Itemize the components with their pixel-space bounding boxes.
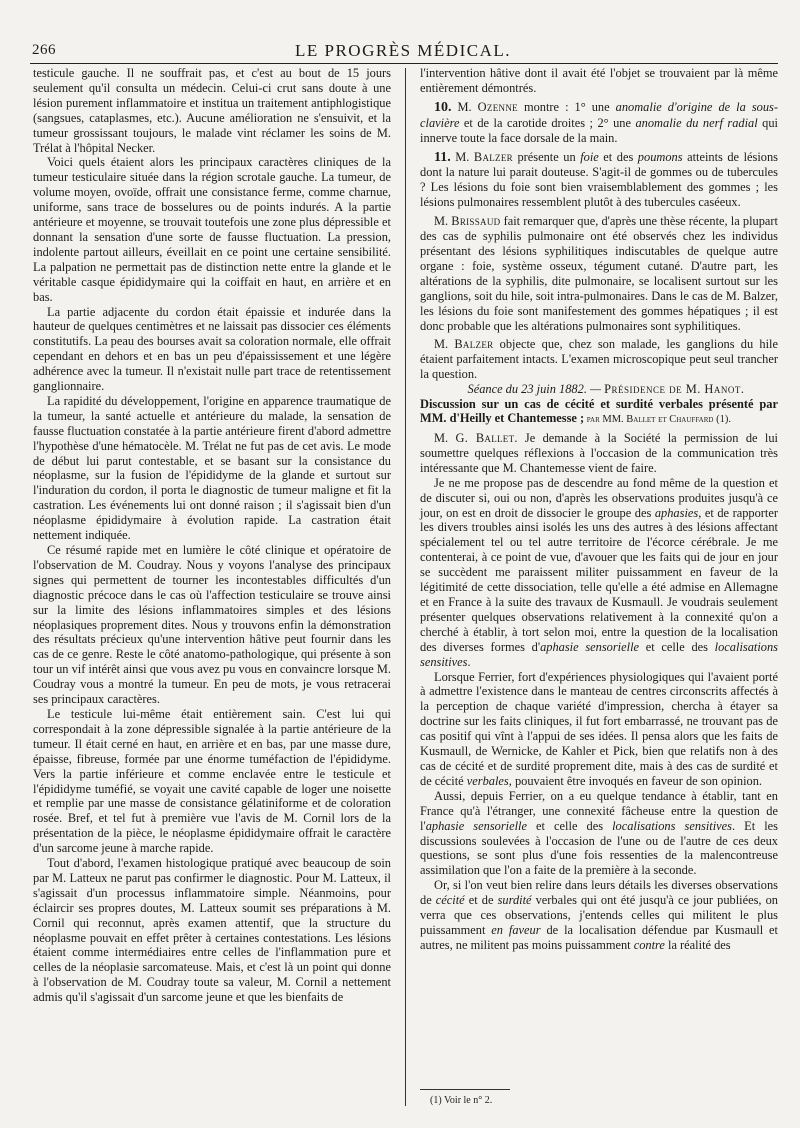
paragraph: Aussi, depuis Ferrier, on a eu quelque tendance à établir, tant en France qu'à l'étranger, une connexité fâcheuse entre la question de l'aphasie sensorielle et celle des localisations sensitives. Et les discussions soulevées à l'occasion de l'une ou de l'autre de ces deux questions, se sont plus d'une fois ressenties de la malencontreuse assimilation que l'on a faite de la première à la seconde. (420, 788, 778, 878)
item-number: 11. (434, 149, 451, 165)
item-number: 10. (434, 99, 452, 115)
left-column (33, 66, 391, 1005)
right-column (420, 66, 778, 953)
author-name: Balzer (473, 149, 513, 164)
author-name: Balzer (454, 337, 494, 352)
paragraph: Or, si l'on veut bien relire dans leurs détails les diverses observations de cécité et de surdité verbales qui ont été jusqu'à ce jour publiées, on verra que ces observations, j'entends celles qui militent le plus puissamment en faveur de la localisation défendue par Kusmaull et autres, ne militent pas moins puissamment contre la réalité des (420, 878, 778, 952)
session-president: Présidence de M. Hanot. (604, 382, 745, 397)
paragraph: testicule gauche. Il ne souffrait pas, et c'est au bout de 15 jours seulement qu'il consulta un médecin. Celui-ci crut sans doute à une lésion purement inflammatoire et institua un traitement antiphlogistique (sangsues, cataplasmes, etc.). Aucune amélioration ne s'ensuivit, et la tumeur grossissant toujours, le malade vint réclamer les soins de M. Trélat à l'hôpital Necker. (33, 66, 391, 155)
page-number: 266 (32, 42, 56, 58)
paragraph: La rapidité du développement, l'origine en apparence traumatique de la tumeur, la santé actuelle et antérieure du malade, la sensation de fausse fluctuation constatée à la partie antérieure firent d'abord admettre l'hypothèse d'une hématocèle. M. Trélat ne fut pas de cet avis. Le mode de début lui parut contestable, et se basant sur la consistance du néoplasme, sur la fusion de l'épididyme de la glande et surtout sur l'induration du cordon, il porta le diagnostic de tumeur maligne et fit la castration. Les événements lui ont donné raison ; il s'agissait bien d'un néoplasme épididymaire à évolution rapide. La castration était nettement indiquée. (33, 393, 391, 543)
journal-title: LE PROGRÈS MÉDICAL. (295, 41, 511, 60)
author-name: G. Ballet (455, 431, 515, 446)
paragraph: M. Brissaud fait remarquer que, d'après une thèse récente, la plupart des cas de syphilis pulmonaire ont été observés chez les individus présentant des lésions syphilitiques indiscutables de quelque autre organe : foie, système osseux, tégument cutané. D'autre part, les altérations de la syphilis, dite pulmonaire, se localisent surtout sur les ganglions, soit du hile, soit intra-pulmonaires. Dans le cas de M. Balzer, les lésions du foie sont manifestement des gommes hépatiques ; il est donc probable que les altérations pulmonaires sont syphilitiques. (420, 214, 778, 333)
footnote-rule (420, 1089, 510, 1090)
author-name: Ozenne (477, 99, 518, 114)
item-11: 11. M. Balzer présente un foie et des poumons atteints de lésions dont la nature lui parait douteuse. S'agit-il de gommes ou de tubercules ? Les lésions du foie sont bien vraisemblablement des gommes ; les lésions pulmonaires ressemblent plutôt à des tubercules caséeux. (420, 149, 778, 210)
session-heading: Séance du 23 juin 1882. — Présidence de M. Hanot. (467, 382, 745, 397)
discussion-authors: par MM. Ballet et Chauffard (1). (584, 414, 731, 426)
paragraph: Voici quels étaient alors les principaux caractères cliniques de la tumeur testiculaire située dans la région scrotale gauche. La tumeur, de volume moyen, ovoïde, offrait une consistance ferme, comme charnue, uniforme, sans trace de bosselures ou de points indurés. A la partie antérieure et moyenne, se trouvait toutefois une zone plus dépressible et donnant la sensation d'une sorte de fausse fluctuation. La pression, indolente partout ailleurs, éveillait en ce point une certaine sensibilité. La palpation ne permettait pas de distinction nette entre la glande et le véritable casque épididymaire qui la coiffait en haut, en arrière et en bas. (33, 155, 391, 304)
paragraph: l'intervention hâtive dont il avait été l'objet se trouvaient par là même entièrement démontrés. (420, 66, 778, 95)
page-header (30, 40, 776, 62)
footnote: (1) Voir le n° 2. (430, 1095, 493, 1106)
column-divider (405, 68, 406, 1106)
paragraph: Ce résumé rapide met en lumière le côté clinique et opératoire de l'observation de M. Coudray. Nous y voyons l'analyse des principaux signes qui permettent de tourner les incontestables difficultés d'un diagnostic précoce dans le cas où l'affection testiculaire se trouve ainsi sur la limite des lésions inflammatoires simples et des lésions néoplasiques proprement dites. Nous y trouvons enfin la démonstration des résultats précieux qu'une intervention hâtive peut fournir dans les cas de ce genre. Reste le côté anatomo-pathologique, qui présente à son tour un vif intérêt ainsi que vous avez pu vous en convaincre lorsque M. Coudray vous a montré la tumeur. En peu de mots, je vous retracerai ses principaux caractères. (33, 543, 391, 707)
item-10: 10. M. Ozenne montre : 1° une anomalie d'origine de la sous-clavière et de la carotide droites ; 2° une anomalie du nerf radial qui innerve toute la face dorsale de la main. (420, 99, 778, 145)
paragraph: Lorsque Ferrier, fort d'expériences physiologiques qui l'avaient porté à admettre l'existence dans le manteau de centres circonscrits affectés à la perception de chaque variété d'impression, chercha à étayer sa doctrine sur les faits cliniques, il fut fort embarrassé, ne trouvant pas de cas positif qui vînt à l'appui de ses idées. Il pensa alors que les faits de Kusmaull, de Wernicke, de Kahler et Pick, bien que relatifs non à des cas de cécité et de surdité proprement dite, mais à des cas de surdité et de cécité verbales, pouvaient être invoqués en faveur de son opinion. (420, 669, 778, 788)
paragraph: M. G. Ballet. Je demande à la Société la permission de lui soumettre quelques réflexions à l'occasion de la communication très intéressante que M. Chantemesse vient de faire. (420, 431, 778, 475)
paragraph: Tout d'abord, l'examen histologique pratiqué avec beaucoup de soin par M. Latteux ne parut pas confirmer le diagnostic. Pour M. Latteux, il s'agissait d'un processus inflammatoire simple. Néanmoins, pour éclaircir ses propres doutes, M. Latteux soumit ses préparations à M. Cornil qui reconnut, après examen attentif, que la structure du néoplasme pouvait en effet prêter à certaines contestations. Les lésions étaient comme intermédiaires entre celles de l'inflammation pure et celles de la néoplasie sarcomateuse. Mais, et c'est là un point qui donne à l'observation de M. Coudray toute sa valeur, M. Cornil a nettement admis qu'il s'agissait d'un sarcome jeune et que les bienfaits de (33, 856, 391, 1005)
paragraph: M. Balzer objecte que, chez son malade, les ganglions du hile étaient parfaitement intacts. L'examen microscopique peut seul trancher la question. (420, 337, 778, 382)
paragraph: Le testicule lui-même était entièrement sain. C'est lui qui correspondait à la zone dépressible signalée à la partie antérieure de la tumeur. Il était cerné en haut, en arrière et en bas, par une masse dure, épaisse, fibreuse, formée par une énorme tuméfaction de l'épididyme. Vers la partie inférieure et comme enclavée entre le testicule et l'épididyme tuméfié, se voyait une cavité capable de loger une noisette et remplie par une masse de consistance gélatiniforme et de coloration rosée. Bref, et tel fut à première vue l'avis de M. Cornil lors de la présentation de la pièce, le néoplasme épididymaire offrait le caractère d'un sarcome jeune à marche rapide. (33, 706, 391, 856)
header-rule (30, 63, 778, 64)
discussion-title: Discussion sur un cas de cécité et surdité verbales présenté par MM. d'Heilly et Chantemesse ; par MM. Ballet et Chauffard (1). (420, 397, 778, 426)
session-date: Séance du 23 juin 1882. (467, 382, 587, 397)
author-name: Brissaud (451, 214, 501, 229)
paragraph: Je ne me propose pas de descendre au fond même de la question et de discuter si, oui ou non, d'après les observations produites jusqu'à ce jour, on est en droit de dissocier le groupe des aphasies, et de rapporter les divers troubles ainsi isolés les uns des autres à des lésions affectant spécialement tel ou tel autre territoire de l'écorce cérébrale. Je me contenterai, à ce point de vue, d'avouer que les faits qui de jour en jour se succèdent me paraissent militer puissamment en faveur de la légitimité de cette dissociation, telle qu'elle a été admise en Allemagne et en France à la suite des travaux de Kusmaull. Je voudrais seulement présenter quelques observations relativement à la connexité qu'on a cherché à établir, à tort selon moi, entre la question de la localisation des diverses formes d'aphasie sensorielle et celle des localisations sensitives. (420, 475, 779, 669)
paragraph: La partie adjacente du cordon était épaissie et indurée dans la hauteur de quelques centimètres et ne laissait pas dissocier ces éléments constitutifs. La peau des bourses avait sa coloration normale, elle offrait cependant en dehors et en bas un peu d'épaississement et une légère adhérence avec la tumeur. Il n'existait nulle part trace de retentissement ganglionnaire. (33, 304, 391, 394)
